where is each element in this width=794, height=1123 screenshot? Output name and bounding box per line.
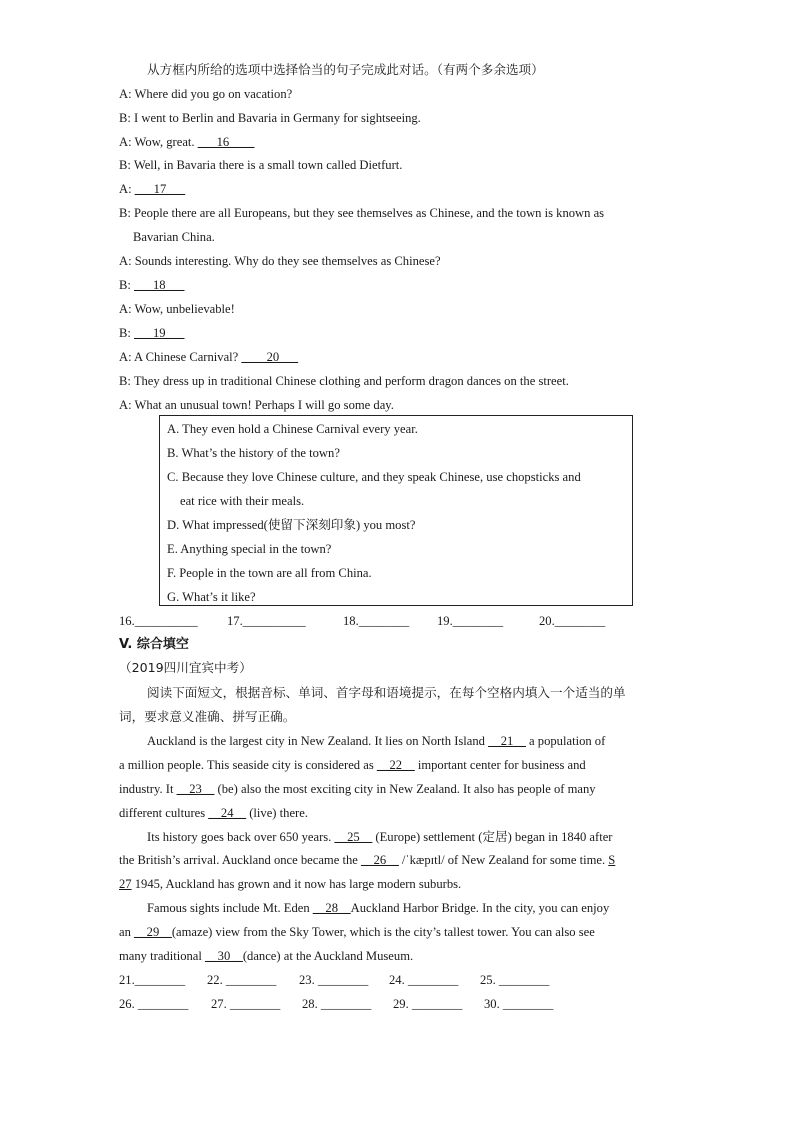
dialogue-line-11 (119, 349, 298, 365)
passage-text: important center for business and (414, 758, 586, 772)
passage-text: Auckland is the largest city in New Zealand. It lies on North Island (147, 734, 489, 748)
dialogue-text: B: (119, 278, 135, 292)
dialogue-line-4: B: Well, in Bavaria there is a small town called Dietfurt. (119, 158, 403, 172)
option-b: B. What’s the history of the town? (167, 446, 340, 460)
passage-text: (Europe) settlement (定居) began in 1840 after (372, 830, 613, 844)
option-g: G. What’s it like? (167, 590, 256, 604)
answer-27[interactable]: 27. ________ (211, 997, 281, 1011)
option-c-cont: eat rice with their meals. (180, 494, 305, 508)
passage-text: (live) there. (246, 806, 308, 820)
dialogue-line-3 (119, 134, 254, 150)
blank-20[interactable]: ____20___ (241, 350, 299, 364)
dialogue-line-7: A: Sounds interesting. Why do they see themselves as Chinese? (119, 254, 441, 268)
option-c: C. Because they love Chinese culture, and they speak Chinese, use chopsticks and (167, 470, 581, 484)
passage-line (119, 757, 586, 773)
answer-25[interactable]: 25. ________ (480, 973, 550, 987)
answer-22[interactable]: 22. ________ (207, 973, 277, 987)
passage-line (119, 852, 615, 868)
answer-26[interactable]: 26. ________ (119, 997, 189, 1011)
passage-text: many traditional (119, 949, 206, 963)
answer-30[interactable]: 30. ________ (484, 997, 554, 1011)
option-a: A. They even hold a Chinese Carnival every year. (167, 422, 418, 436)
answer-24[interactable]: 24. ________ (389, 973, 459, 987)
dialogue-line-12: B: They dress up in traditional Chinese clothing and perform dragon dances on the street. (119, 374, 569, 388)
blank-23[interactable]: __23__ (176, 782, 215, 796)
answer-23[interactable]: 23. ________ (299, 973, 369, 987)
dialogue-line-9: A: Wow, unbelievable! (119, 302, 235, 316)
passage-instruction: 阅读下面短文，根据音标、单词、首字母和语境提示，在每个空格内填入一个适当的单 (147, 685, 626, 700)
dialogue-line-1: A: Where did you go on vacation? (119, 87, 293, 101)
answer-28[interactable]: 28. ________ (302, 997, 372, 1011)
answer-16[interactable]: 16.__________ (119, 614, 198, 628)
answer-19[interactable]: 19.________ (437, 614, 504, 628)
blank-17[interactable]: ___17___ (134, 182, 186, 196)
blank-29[interactable]: __29__ (134, 925, 172, 939)
answer-20[interactable]: 20.________ (539, 614, 606, 628)
dialogue-line-10 (119, 325, 184, 341)
passage-text: industry. It (119, 782, 177, 796)
blank-19[interactable]: ___19___ (134, 326, 185, 340)
answer-29[interactable]: 29. ________ (393, 997, 463, 1011)
passage-text: the British’s arrival. Auckland once became the (119, 853, 361, 867)
blank-30[interactable]: __30__ (205, 949, 243, 963)
blank-16[interactable]: ___16____ (197, 135, 255, 149)
dialogue-instruction: 从方框内所给的选项中选择恰当的句子完成此对话。（有两个多余选项） (147, 62, 544, 77)
dialogue-text: B: (119, 326, 135, 340)
passage-text: a million people. This seaside city is considered as (119, 758, 377, 772)
first-letter-hint: S (608, 853, 616, 867)
passage-text: different cultures (119, 806, 209, 820)
passage-line (119, 924, 595, 940)
source-note: （2019四川宜宾中考） (119, 660, 252, 675)
blank-25[interactable]: __25__ (334, 830, 373, 844)
blank-22[interactable]: __22__ (376, 758, 415, 772)
passage-text: Famous sights include Mt. Eden (147, 901, 313, 915)
passage-line (119, 948, 413, 964)
passage-line (119, 781, 596, 797)
passage-instruction-cont: 词，要求意义准确、拼写正确。 (119, 709, 296, 724)
passage-line (119, 876, 461, 892)
dialogue-line-2: B: I went to Berlin and Bavaria in Germany for sightseeing. (119, 111, 421, 125)
dialogue-line-5 (119, 181, 185, 197)
option-d: D. What impressed(使留下深刻印象) you most? (167, 518, 416, 532)
dialogue-line-6: B: People there are all Europeans, but they see themselves as Chinese, and the town is known as (119, 206, 605, 220)
passage-text: (be) also the most exciting city in New Zealand. It also has people of many (214, 782, 596, 796)
blank-26[interactable]: __26__ (361, 853, 399, 867)
blank-18[interactable]: ___18___ (134, 278, 185, 292)
option-f: F. People in the town are all from China. (167, 566, 372, 580)
dialogue-line-6-cont: Bavarian China. (133, 230, 215, 244)
dialogue-line-8 (119, 277, 184, 293)
answer-18[interactable]: 18.________ (343, 614, 410, 628)
section-title: V. 综合填空 (119, 637, 189, 652)
passage-line (147, 829, 613, 845)
dialogue-line-13: A: What an unusual town! Perhaps I will go some day. (119, 398, 394, 412)
options-box (159, 415, 633, 606)
passage-text: an (119, 925, 135, 939)
answer-17[interactable]: 17.__________ (227, 614, 306, 628)
passage-text: 1945, Auckland has grown and it now has large modern suburbs. (131, 877, 462, 891)
option-e: E. Anything special in the town? (167, 542, 332, 556)
blank-28[interactable]: __28__ (312, 901, 351, 915)
passage-text: Its history goes back over 650 years. (147, 830, 335, 844)
passage-text: (amaze) view from the Sky Tower, which is the city’s tallest tower. You can also see (171, 925, 595, 939)
dialogue-text: A: A Chinese Carnival? (119, 350, 242, 364)
passage-text: (dance) at the Auckland Museum. (242, 949, 414, 963)
passage-text: /ˈkæpɪtl/ of New Zealand for some time. (398, 853, 609, 867)
passage-text: Auckland Harbor Bridge. In the city, you can enjoy (350, 901, 610, 915)
blank-27[interactable]: 27 (119, 877, 132, 891)
passage-line (147, 900, 609, 916)
answer-21[interactable]: 21.________ (119, 973, 186, 987)
passage-line (119, 805, 308, 821)
blank-21[interactable]: __21__ (488, 734, 526, 748)
dialogue-text: A: Wow, great. (119, 135, 198, 149)
blank-24[interactable]: __24__ (208, 806, 247, 820)
passage-text: a population of (525, 734, 606, 748)
passage-line (147, 733, 675, 749)
dialogue-text: A: (119, 182, 135, 196)
